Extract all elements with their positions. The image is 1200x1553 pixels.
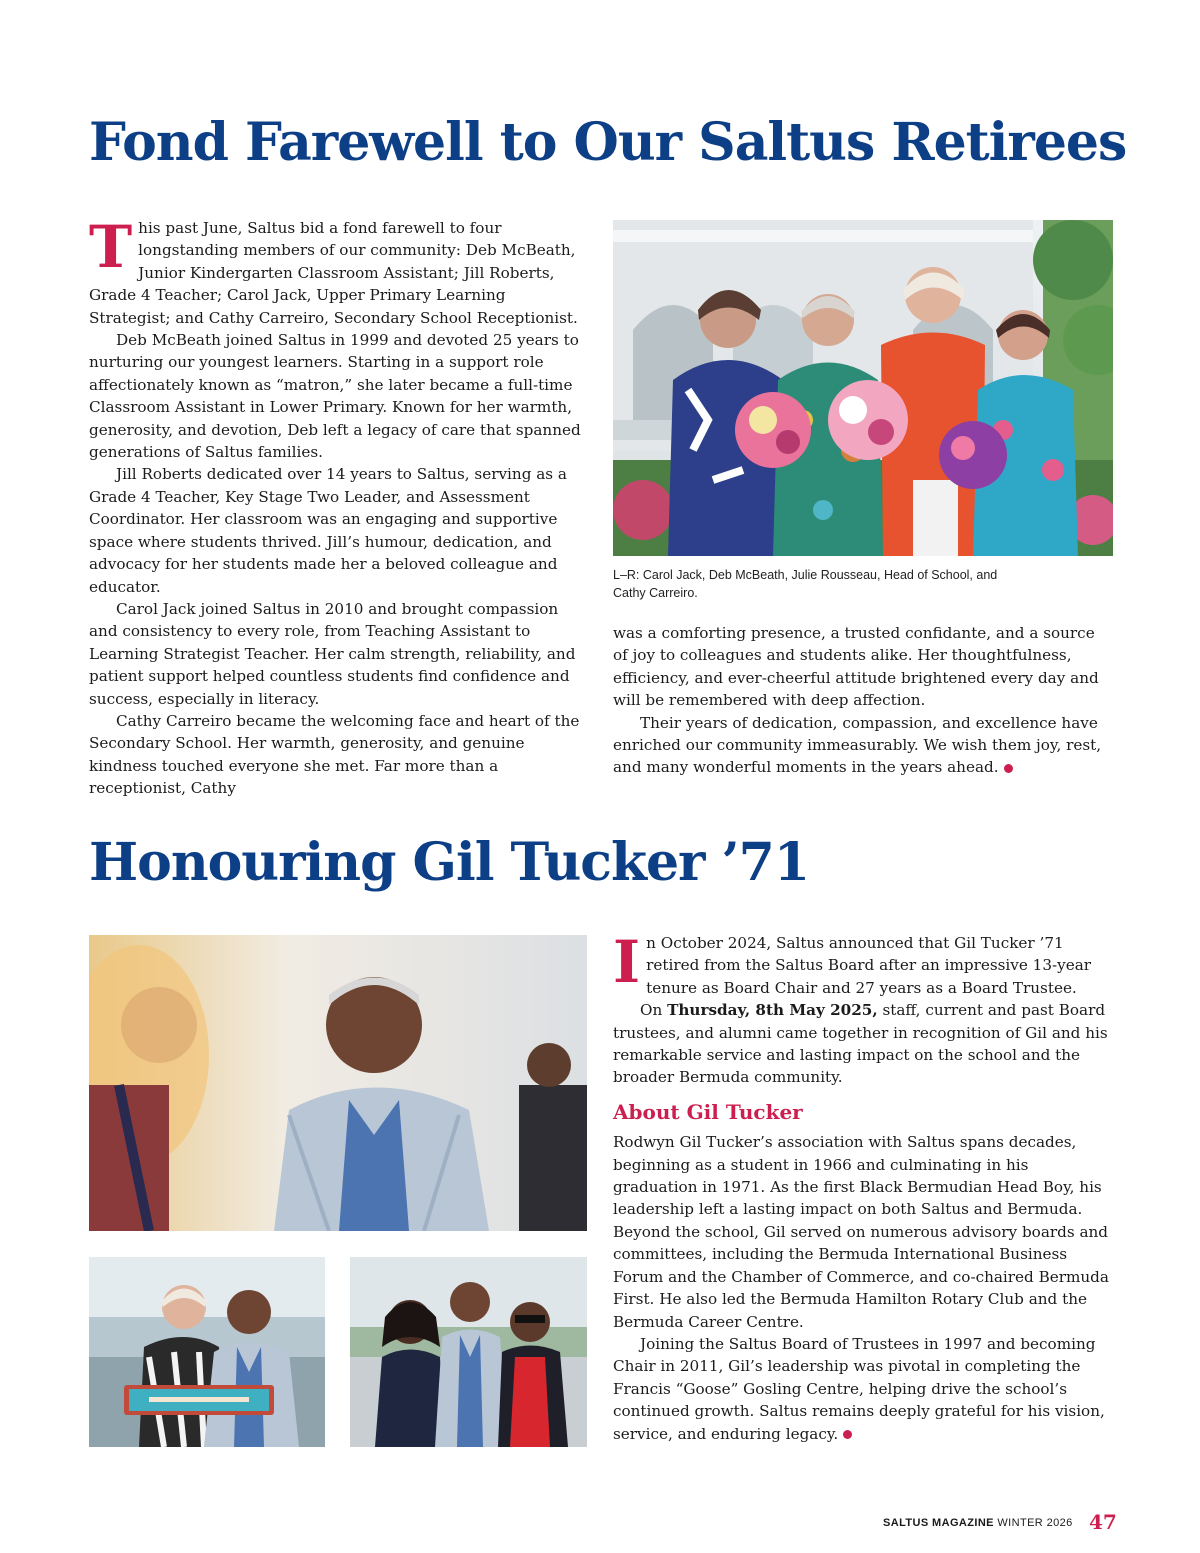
end-mark-icon [1004, 764, 1013, 773]
page-number: 47 [1089, 1510, 1117, 1534]
section2-p1-text: n October 2024, Saltus announced that Gil Tucker ’71 retired from the Saltus Board after an impressive 13-year tenure as Board Chair and 27 years as a Board Trustee. [646, 934, 1092, 997]
section1-paragraph-3: Jill Roberts dedicated over 14 years to Saltus, serving as a Grade 4 Teacher, Key Stage Two Leader, and Assessment Coordinator. Her classroom was an engaging and supportive space where students thrived. Jill’s humour, dedication, and advocacy for her students made her a beloved colleague and educator. [89, 465, 567, 596]
section1-paragraph-2: Deb McBeath joined Saltus in 1999 and devoted 25 years to nurturing our youngest learners. Starting in a support role affectionately known as “matron,” she later became a full-time Classroom Assistant in Lower Primary. Known for her warmth, generosity, and devotion, Deb left a legacy of care that spanned generations of Saltus families. [89, 331, 581, 462]
issue-label: WINTER 2026 [993, 1517, 1073, 1529]
gil-with-guests-photo [350, 1257, 587, 1447]
section1-paragraph-1 [89, 213, 589, 329]
retirees-photo-caption: L–R: Carol Jack, Deb McBeath, Julie Rousseau, Head of School, and Cathy Carreiro. [613, 568, 998, 600]
section1-paragraph-4: Carol Jack joined Saltus in 2010 and brought compassion and consistency to every role, from Teaching Assistant to Learning Strategist Teacher. Her calm strength, reliability, and patient support helped countless students find confidence and success, especially in literacy. [89, 599, 576, 708]
about-gil-subhead: About Gil Tucker [613, 1099, 803, 1124]
section2-paragraph-3: Rodwyn Gil Tucker’s association with Saltus spans decades, beginning as a student in 1966 and culminating in his graduation in 1971. As the first Black Bermudian Head Boy, his leadership left a lasting impact on both Saltus and Bermuda. Beyond the school, Gil served on numerous advisory boards and committees, including the Bermuda International Business Forum and the Chamber of Commerce, and co-chaired Bermuda First. He also led the Bermuda Hamilton Rotary Club and the Bermuda Career Centre. [613, 1133, 1109, 1331]
section1-paragraph-6: was a comforting presence, a trusted confidante, and a source of joy to colleagues and students alike. Her thoughtfulness, efficiency, and ever-cheerful attitude brightened every day and will be remembered with deep affection. [613, 624, 1099, 710]
section1-title: Fond Farewell to Our Saltus Retirees [89, 112, 1127, 173]
section2-title: Honouring Gil Tucker ’71 [89, 832, 810, 893]
section1-paragraph-7 [613, 712, 1113, 779]
dropcap-i: I [613, 928, 641, 996]
retirees-group-photo [613, 220, 1113, 556]
section1-p7-text: Their years of dedication, compassion, and excellence have enriched our community immeasurably. We wish them joy, rest, and many wonderful moments in the years ahead. [613, 713, 1102, 777]
section2-p2-pre: On [640, 1001, 668, 1020]
plaque-presentation-photo [89, 1257, 325, 1447]
section2-p2-post: staff, current and past Board trustees, and alumni came together in recognition of Gil and his remarkable service and lasting impact on the school and the broader Bermuda community. [613, 1001, 1108, 1087]
end-mark-icon [843, 1430, 852, 1439]
section1-p1-text: his past June, Saltus bid a fond farewell to four longstanding members of our community: Deb McBeath, Junior Kindergarten Classroom Assistant; Jill Roberts, Grade 4 Teacher; Carol Jack, Upper Primary Learning Strategist; and Cathy Carreiro, Secondary School Receptionist. [89, 219, 578, 327]
section2-paragraph-1 [613, 928, 1113, 999]
section1-paragraph-5: Cathy Carreiro became the welcoming face and heart of the Secondary School. Her warmth, generosity, and genuine kindness touched everyone she met. Far more than a receptionist, Cathy [89, 711, 580, 798]
event-date: Thursday, 8th May 2025, [667, 1001, 878, 1020]
section2-paragraph-2 [613, 999, 1113, 1089]
section1-left-column [89, 213, 589, 800]
section2-paragraph-4 [613, 1333, 1113, 1445]
gil-tucker-main-photo [89, 935, 587, 1231]
magazine-name: SALTUS MAGAZINE [883, 1517, 994, 1529]
section1-right-column [613, 622, 1113, 779]
page-footer [883, 1517, 1073, 1529]
section2-text-column [613, 928, 1113, 1445]
dropcap-t: T [89, 213, 133, 281]
section2-p4-text: Joining the Saltus Board of Trustees in 1997 and becoming Chair in 2011, Gil’s leadership was pivotal in completing the Francis “Goose” Gosling Centre, helping drive the school’s continued growth. Saltus remains deeply grateful for his vision, service, and enduring legacy. [613, 1334, 1105, 1443]
